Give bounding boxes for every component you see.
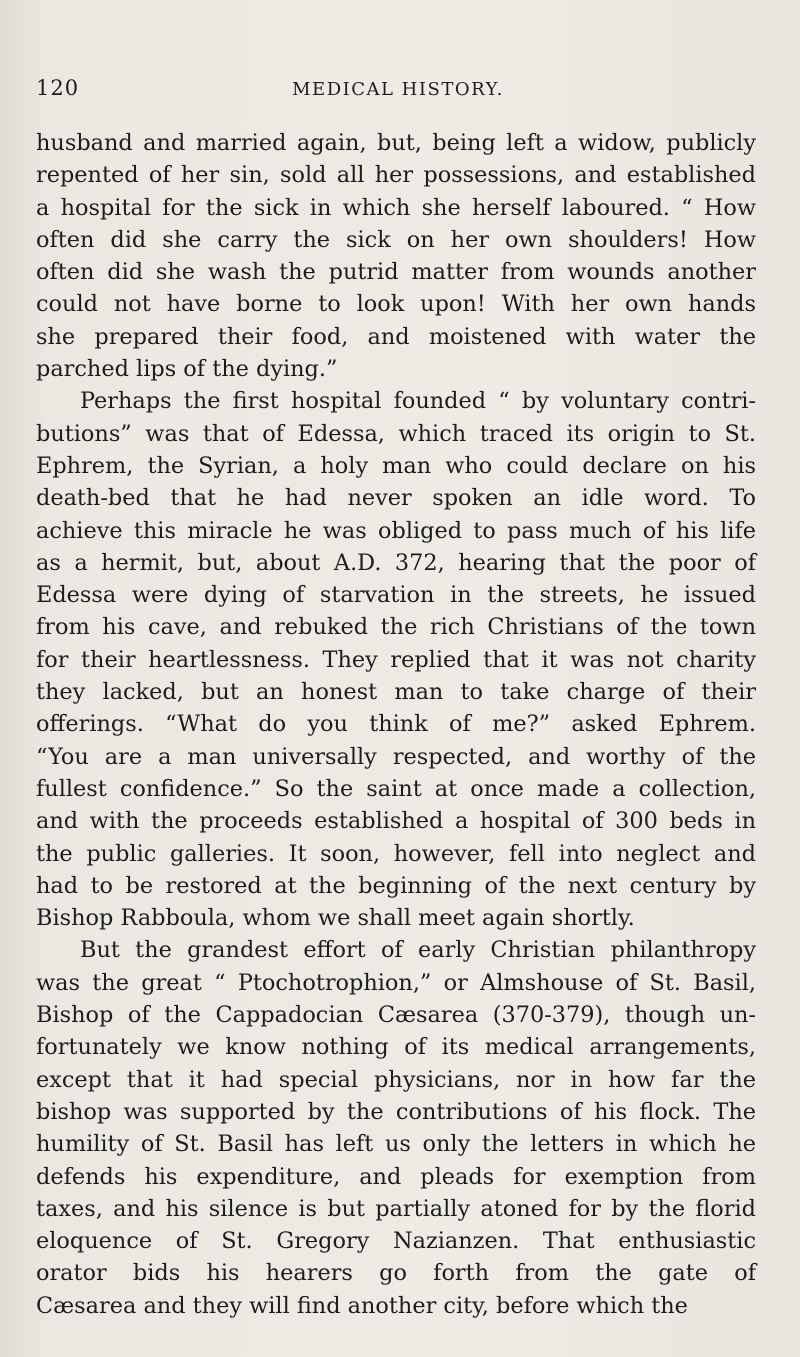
page-header: [36, 76, 760, 106]
page-number: 120: [36, 76, 80, 100]
text-line: fullest confidence.” So the saint at once made a collection,: [36, 775, 756, 802]
text-line: often did she carry the sick on her own shoulders! How: [36, 226, 756, 253]
text-line: except that it had special physicians, nor in how far the: [36, 1066, 756, 1093]
text-line: Cæsarea and they will find another city, before which the: [36, 1292, 688, 1319]
text-line: defends his expenditure, and pleads for exemption from: [36, 1163, 756, 1190]
text-line: from his cave, and rebuked the rich Christians of the town: [36, 614, 756, 641]
paragraph: [36, 127, 756, 385]
text-line: a hospital for the sick in which she herself laboured. “ How: [36, 194, 756, 221]
text-line: bishop was supported by the contributions of his flock. The: [36, 1098, 756, 1125]
text-line: repented of her sin, sold all her possessions, and established: [36, 162, 756, 189]
text-line: was the great “ Ptochotrophion,” or Almshouse of St. Basil,: [36, 969, 756, 996]
text-line: butions” was that of Edessa, which traced its origin to St.: [36, 420, 756, 447]
text-line: eloquence of St. Gregory Nazianzen. That enthusiastic: [36, 1228, 756, 1255]
running-head: MEDICAL HISTORY.: [292, 79, 504, 100]
text-line: Perhaps the first hospital founded “ by voluntary contri-: [80, 388, 756, 415]
text-line: fortunately we know nothing of its medical arrangements,: [36, 1034, 756, 1061]
text-line: husband and married again, but, being left a widow, publicly: [36, 130, 756, 156]
text-line: Ephrem, the Syrian, a holy man who could declare on his: [36, 452, 756, 479]
paragraph: [36, 934, 756, 1322]
text-line: and with the proceeds established a hospital of 300 beds in: [36, 808, 756, 835]
text-line: had to be restored at the beginning of the next century by: [36, 872, 756, 899]
text-line: as a hermit, but, about A.D. 372, hearing that the poor of: [36, 549, 756, 576]
text-line: Bishop Rabboula, whom we shall meet again shortly.: [36, 905, 635, 932]
text-line: parched lips of the dying.”: [36, 356, 338, 383]
text-line: humility of St. Basil has left us only the letters in which he: [36, 1131, 756, 1158]
text-line: But the grandest effort of early Christian philanthropy: [80, 937, 756, 964]
text-line: the public galleries. It soon, however, fell into neglect and: [36, 840, 756, 867]
text-line: she prepared their food, and moistened with water the: [36, 323, 756, 350]
text-line: for their heartlessness. They replied that it was not charity: [36, 646, 756, 673]
paragraph: [36, 385, 756, 934]
text-line: often did she wash the putrid matter from wounds another: [36, 259, 756, 286]
text-line: they lacked, but an honest man to take charge of their: [36, 679, 756, 706]
text-line: achieve this miracle he was obliged to pass much of his life: [36, 517, 756, 544]
text-line: Edessa were dying of starvation in the streets, he issued: [36, 582, 756, 609]
text-line: orator bids his hearers go forth from the gate of: [36, 1260, 756, 1287]
text-line: could not have borne to look upon! With her own hands: [36, 291, 756, 318]
text-line: Bishop of the Cappadocian Cæsarea (370-379), though un-: [36, 1002, 756, 1029]
text-line: taxes, and his silence is but partially atoned for by the florid: [36, 1195, 756, 1222]
text-line: “You are a man universally respected, and worthy of the: [36, 743, 756, 770]
text-line: death-bed that he had never spoken an idle word. To: [36, 485, 756, 512]
text-line: offerings. “What do you think of me?” asked Ephrem.: [36, 711, 756, 738]
body-text: [36, 127, 756, 1322]
